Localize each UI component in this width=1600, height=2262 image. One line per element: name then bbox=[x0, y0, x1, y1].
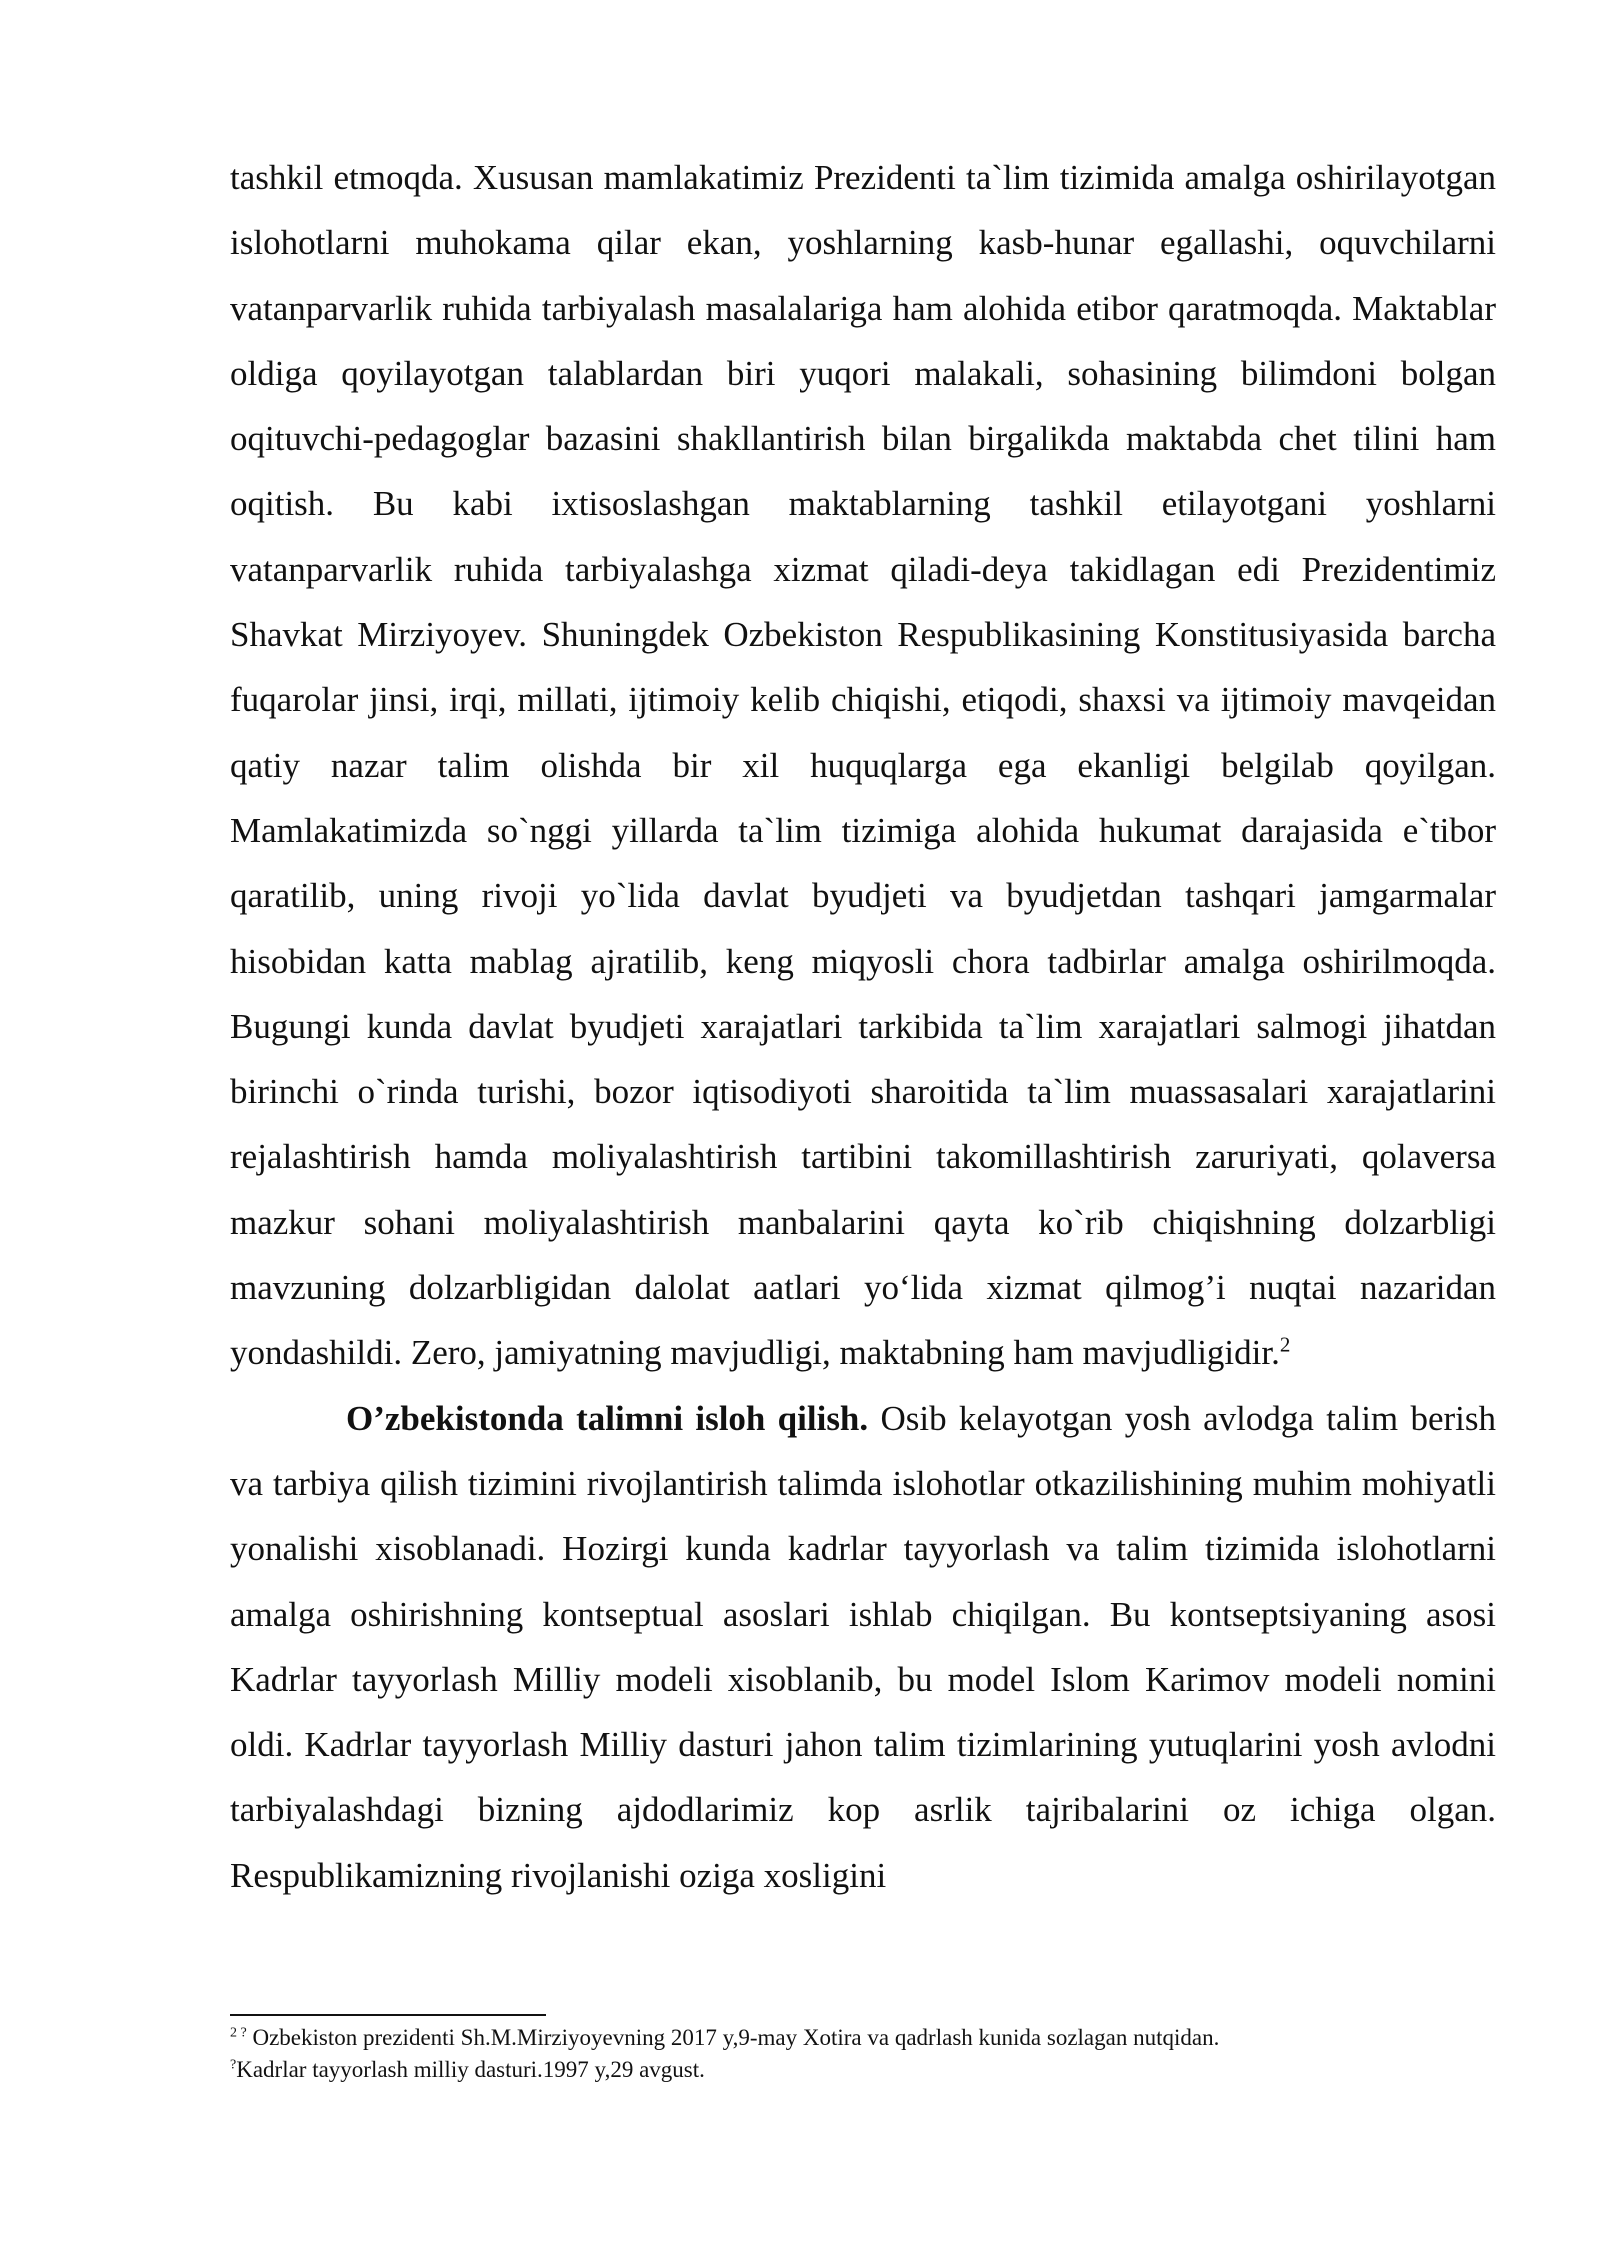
footnote-2-marker: ? bbox=[230, 2057, 237, 2073]
footnotes bbox=[230, 2022, 1496, 2086]
footnote-2 bbox=[230, 2054, 1496, 2086]
footnote-1-text: Ozbekiston prezidenti Sh.M.Mirziyoyevning 2017 y,9-may Xotira va qadrlash kunida sozlagan nutqidan. bbox=[246, 2025, 1220, 2050]
paragraph-1 bbox=[230, 145, 1496, 1386]
footnote-1 bbox=[230, 2022, 1496, 2054]
footnote-separator bbox=[230, 2014, 546, 2016]
footnote-2-text: Kadrlar tayyorlash milliy dasturi.1997 y,29 avgust. bbox=[236, 2057, 705, 2082]
footnote-1-marker: 2 ? bbox=[230, 2025, 247, 2041]
section-heading: O’zbekistonda talimni isloh qilish. bbox=[346, 1398, 869, 1438]
paragraph-2-text: Osib kelayotgan yosh avlodga talim berish va tarbiya qilish tizimini rivojlantirish talimda islohotlar otkazilishining muhim mohiyatli yonalishi xisoblanadi. Hozirgi kunda kadrlar tayyorlash va talim tizimida islohotlarni amalga oshirishning kontseptual asoslari ishlab chiqilgan. Bu kontseptsiyaning asosi Kadrlar tayyorlash Milliy modeli xisoblanib, bu model Islom Karimov modeli nomini oldi. Kadrlar tayyorlash Milliy dasturi jahon talim tizimlarining yutuqlarini yosh avlodni tarbiyalashdagi bizning ajdodlarimiz kop asrlik tajribalarini oz ichiga olgan. Respublikamizning rivojlanishi oziga xosligini bbox=[230, 1398, 1496, 1895]
paragraph-2 bbox=[230, 1386, 1496, 1908]
paragraph-1-text: tashkil etmoqda. Xususan mamlakatimiz Prezidenti ta`lim tizimida amalga oshirilayotgan islohotlarni muhokama qilar ekan, yoshlarning kasb-hunar egallashi, oquvchilarni vatanparvarlik ruhida tarbiyalash masalalariga ham alohida etibor qaratmoqda. Maktablar oldiga qoyilayotgan talablardan biri yuqori malakali, sohasining bilimdoni bolgan oqituvchi-pedagoglar bazasini shakllantirish bilan birgalikda maktabda chet tilini ham oqitish. Bu kabi ixtisoslashgan maktablarning tashkil etilayotgani yoshlarni vatanparvarlik ruhida tarbiyalashga xizmat qiladi-deya takidlagan edi Prezidentimiz Shavkat Mirziyoyev. Shuningdek Ozbekiston Respublikasining Konstitusiyasida barcha fuqarolar jinsi, irqi, millati, ijtimoiy kelib chiqishi, etiqodi, shaxsi va ijtimoiy mavqeidan qatiy nazar talim olishda bir xil huquqlarga ega ekanligi belgilab qoyilgan. Mamlakatimizda so`nggi yillarda ta`lim tizimiga alohida hukumat darajasida e`tibor qaratilib, uning rivoji yo`lida davlat byudjeti va byudjetdan tashqari jamgarmalar hisobidan katta mablag ajratilib, keng miqyosli chora tadbirlar amalga oshirilmoqda. Bugungi kunda davlat byudjeti xarajatlari tarkibida ta`lim xarajatlari salmogi jihatdan birinchi o`rinda turishi, bozor iqtisodiyoti sharoitida ta`lim muassasalari xarajatlarini rejalashtirish hamda moliyalashtirish tartibini takomillashtirish zaruriyati, qolaversa mazkur sohani moliyalashtirish manbalarini qayta ko`rib chiqishning dolzarbligi mavzuning dolzarbligidan dalolat aatlari yo‘lida xizmat qilmog’i nuqtai nazaridan yondashildi. Zero, jamiyatning mavjudligi, maktabning ham mavjudligidir. bbox=[230, 158, 1496, 1373]
body-text bbox=[230, 145, 1496, 1908]
footnote-ref-2: 2 bbox=[1279, 1332, 1291, 1357]
